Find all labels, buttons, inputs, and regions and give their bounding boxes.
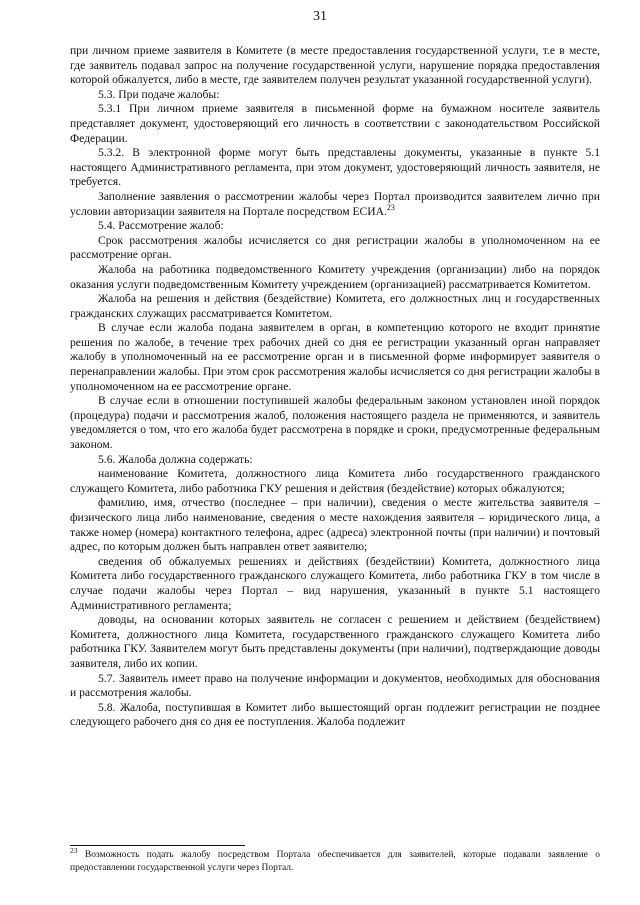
paragraph-17: 5.7. Заявитель имеет право на получение информации и документов, необходимых для обоснования и рассмотрения жалобы. bbox=[70, 671, 600, 700]
paragraph-18: 5.8. Жалоба, поступившая в Комитет либо вышестоящий орган подлежит регистрации не позднее следующего рабочего дня со дня ее поступления. Жалоба подлежит bbox=[70, 700, 600, 729]
footnote bbox=[70, 845, 600, 875]
paragraph-2: 5.3. При подаче жалобы: bbox=[98, 87, 220, 101]
footnote-number: 23 bbox=[70, 845, 78, 855]
paragraph-4: 5.3.2. В электронной форме могут быть представлены документы, указанные в пункте 5.1 настоящего Административного регламента, при этом документ, удостоверяющий личность заявителя, не требуется. bbox=[70, 146, 600, 189]
paragraph-14: фамилию, имя, отчество (последнее – при наличии), сведения о месте жительства заявителя – физического лица либо наименование, сведения о месте нахождения заявителя – юридического лица, а также номер (номера) контактного телефона, адрес (адреса) электронной почты (при наличии) и почтовый адрес, по которым должен быть направлен ответ заявителю; bbox=[70, 496, 600, 554]
paragraph-13: наименование Комитета, должностного лица Комитета либо государственного гражданского служащего Комитета, либо работника ГКУ решения и действия (бездействие) которых обжалуются; bbox=[70, 467, 600, 495]
paragraph-7: Срок рассмотрения жалобы исчисляется со дня регистрации жалобы в уполномоченном на ее рассмотрение орган. bbox=[70, 233, 600, 262]
paragraph-6: 5.4. Рассмотрение жалоб: bbox=[98, 219, 224, 233]
paragraph-8: Жалоба на работника подведомственного Комитету учреждения (организации) либо на порядок оказания услуги подведомственным Комитету учреждением (организацией) рассматривается Комитетом. bbox=[70, 262, 600, 291]
paragraph-1: при личном приеме заявителя в Комитете (в месте предоставления государственной услуги, т.е в месте, где заявитель подавал запрос на получение государственной услуги, нарушение порядка предоставления которой обжалуется, либо в месте, где заявителем получен результат указанной государственной услуги). bbox=[70, 44, 600, 87]
paragraph-9: Жалоба на решения и действия (бездействие) Комитета, его должностных лиц и государственных гражданских служащих рассматривается Комитетом. bbox=[70, 292, 600, 320]
page-number: 31 bbox=[313, 9, 327, 24]
document-body bbox=[70, 44, 600, 730]
paragraph-15: сведения об обжалуемых решениях и действиях (бездействии) Комитета, должностного лица Комитета либо государственного гражданского служащего Комитета, либо работника ГКУ в том числе в случае подачи жалобы через Портал – вид нарушения, указанный в пункте 5.1 настоящего Административного регламента; bbox=[70, 554, 600, 612]
paragraph-3: 5.3.1 При личном приеме заявителя в письменной форме на бумажном носителе заявитель представляет документ, удостоверяющий его личность в соответствии с законодательством Российской Федерации. bbox=[70, 102, 600, 145]
paragraph-16: доводы, на основании которых заявитель не согласен с решением и действием (бездействием) Комитета, должностного лица Комитета, государственного гражданского служащего Комитета либо работника ГКУ. Заявителем могут быть представлены документы (при наличии), подтверждающие доводы заявителя, либо их копии. bbox=[70, 613, 600, 670]
paragraph-12: 5.6. Жалоба должна содержать: bbox=[98, 452, 253, 466]
footnote-text: Возможность подать жалобу посредством Портала обеспечивается для заявителей, которые подавали заявление о предоставлении государственной услуги через Портал. bbox=[70, 850, 600, 873]
paragraph-11: В случае если в отношении поступившей жалобы федеральным законом установлен иной порядок (процедура) подачи и рассмотрения жалоб, положения настоящего раздела не применяются, и заявитель уведомляется о том, что его жалоба будет рассмотрена в порядке и сроки, предусмотренные федеральным законом. bbox=[70, 394, 600, 452]
footnote-divider bbox=[70, 845, 245, 846]
paragraph-5: Заполнение заявления о рассмотрении жалобы через Портал производится заявителем лично при условии авторизации заявителя на Портале посредством ЕСИА.$^{23}$ bbox=[70, 189, 600, 218]
paragraph-10: В случае если жалоба подана заявителем в орган, в компетенцию которого не входит принятие решения по жалобе, в течение трех рабочих дней со дня ее регистрации указанный орган направляет жалобу в уполномоченный на ее рассмотрение орган и в письменной форме информирует заявителя о перенаправлении жалобы. При этом срок рассмотрения жалобы исчисляется со дня регистрации жалобы в уполномоченном на ее рассмотрение органе. bbox=[70, 321, 600, 393]
footnote-reference[interactable]: 23 bbox=[386, 202, 395, 212]
